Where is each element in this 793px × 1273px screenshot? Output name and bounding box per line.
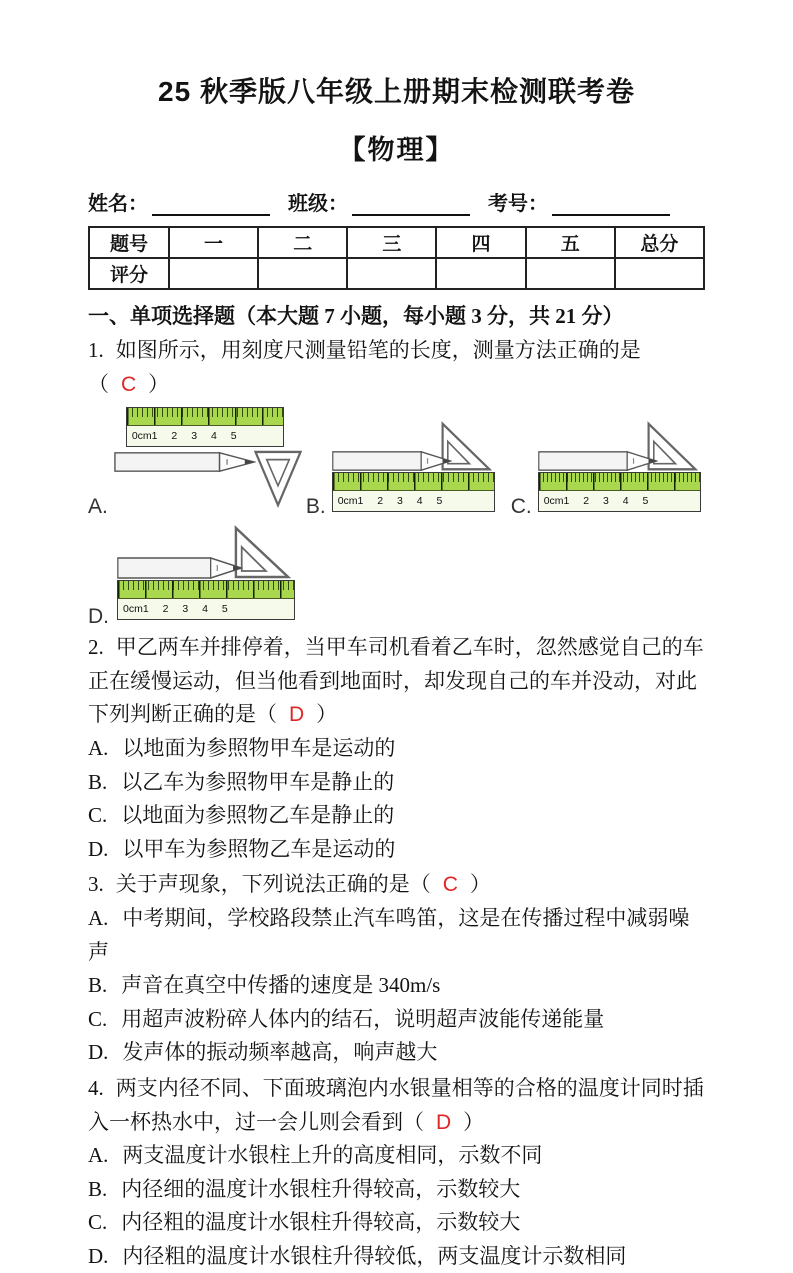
exam-no-field bbox=[488, 187, 670, 216]
paren-close: ） bbox=[148, 371, 170, 396]
figure-label: A. bbox=[88, 495, 108, 519]
figure-item-a bbox=[88, 407, 292, 519]
option-letter: D. bbox=[88, 836, 109, 861]
name-label: 姓名： bbox=[88, 193, 148, 215]
paren-open: （ bbox=[403, 1109, 424, 1134]
ruler-ticks bbox=[539, 473, 700, 491]
exam-no-label: 考号： bbox=[488, 193, 548, 215]
pencil-icon bbox=[332, 450, 452, 472]
option-row bbox=[88, 1240, 705, 1273]
option-letter: C. bbox=[88, 1210, 108, 1235]
pencil-icon bbox=[114, 451, 256, 473]
ruler-ticks bbox=[118, 581, 294, 599]
figure-row-2 bbox=[88, 525, 705, 629]
figure-label: C. bbox=[510, 495, 532, 519]
option-row bbox=[88, 969, 705, 1003]
score-cell[interactable] bbox=[169, 258, 258, 289]
option-letter: B. bbox=[88, 973, 108, 998]
answer-letter: C bbox=[442, 873, 458, 897]
option-row bbox=[88, 799, 705, 833]
paren-open: （ bbox=[88, 371, 109, 396]
pencil-icon bbox=[117, 556, 243, 580]
name-field bbox=[88, 187, 270, 216]
figure-row-1 bbox=[88, 407, 705, 519]
option-text: 内径细的温度计水银柱升得较高，示数较大 bbox=[121, 1176, 521, 1201]
option-text: 以甲车为参照物乙车是运动的 bbox=[122, 836, 396, 861]
answer-letter: D bbox=[289, 703, 305, 727]
option-row bbox=[88, 1036, 705, 1070]
figure-c bbox=[538, 421, 703, 519]
option-text: 内径粗的温度计水银柱升得较低，两支温度计示数相同 bbox=[122, 1243, 627, 1268]
question-stem bbox=[88, 334, 705, 368]
figure-item-d bbox=[88, 525, 297, 629]
question-stem bbox=[88, 1072, 705, 1139]
score-header-cell: 题号 bbox=[89, 227, 169, 258]
score-table-header-row bbox=[89, 227, 704, 258]
paren-close: ） bbox=[463, 1109, 485, 1134]
option-row bbox=[88, 833, 705, 867]
score-table bbox=[88, 226, 705, 290]
option-row bbox=[88, 732, 705, 766]
option-letter: A. bbox=[88, 735, 109, 760]
option-row bbox=[88, 766, 705, 800]
option-row bbox=[88, 1173, 705, 1207]
question-stem bbox=[88, 868, 705, 902]
question-2 bbox=[88, 631, 705, 866]
score-cell[interactable] bbox=[258, 258, 347, 289]
question-stem bbox=[88, 631, 705, 732]
option-row bbox=[88, 1206, 705, 1240]
question-text: 两支内径不同、下面玻璃泡内水银量相等的合格的温度计同时插入一杯热水中，过一会儿则会看到 bbox=[88, 1075, 704, 1134]
option-letter: B. bbox=[88, 1176, 108, 1201]
ruler-ticks bbox=[127, 408, 283, 426]
option-letter: B. bbox=[88, 769, 108, 794]
figure-item-c bbox=[511, 421, 703, 519]
question-text: 甲乙两车并排停着，当甲车司机看着乙车时，忽然感觉自己的车正在缓慢运动，但当他看到地面时，却发现自己的车并没动，对此下列判断正确的是 bbox=[88, 635, 704, 727]
paren-open: （ bbox=[256, 702, 277, 727]
score-table-value-row bbox=[89, 258, 704, 289]
question-text: 如图所示，用刻度尺测量铅笔的长度，测量方法正确的是 bbox=[115, 338, 641, 362]
score-cell[interactable] bbox=[526, 258, 615, 289]
paren-open: （ bbox=[409, 872, 431, 897]
paren-close: ） bbox=[316, 702, 338, 727]
figure-label: D. bbox=[88, 605, 109, 629]
option-text: 以乙车为参照物甲车是静止的 bbox=[121, 769, 395, 794]
ruler-graphic bbox=[117, 580, 295, 620]
ruler-scale-label: 0cm1 2 3 4 5 bbox=[123, 603, 228, 616]
ruler-graphic bbox=[538, 472, 701, 512]
option-text: 内径粗的温度计水银柱升得较高，示数较大 bbox=[121, 1210, 521, 1235]
class-blank[interactable] bbox=[352, 194, 470, 216]
question-number: 1. bbox=[88, 338, 104, 362]
option-text: 发声体的振动频率越高，响声越大 bbox=[122, 1040, 438, 1065]
student-info-row bbox=[88, 187, 705, 216]
answer-letter: C bbox=[121, 372, 137, 396]
figure-b bbox=[332, 421, 497, 519]
option-text: 两支温度计水银柱上升的高度相同，示数不同 bbox=[122, 1143, 543, 1168]
option-letter: A. bbox=[88, 905, 109, 930]
option-text: 以地面为参照物乙车是静止的 bbox=[121, 803, 395, 828]
option-letter: C. bbox=[88, 803, 108, 828]
ruler-scale-label: 0cm1 2 3 4 5 bbox=[131, 430, 237, 443]
option-letter: D. bbox=[88, 1040, 109, 1065]
page-subject: 【物理】 bbox=[338, 135, 455, 165]
figure-d bbox=[115, 525, 297, 629]
ruler-graphic bbox=[332, 472, 495, 512]
figure-label: B. bbox=[305, 495, 326, 519]
ruler-scale-label: 0cm1 2 3 4 5 bbox=[543, 495, 649, 508]
score-header-cell: 五 bbox=[526, 227, 615, 258]
score-cell[interactable] bbox=[347, 258, 436, 289]
question-number: 3. bbox=[88, 872, 104, 897]
option-text: 用超声波粉碎人体内的结石，说明超声波能传递能量 bbox=[121, 1006, 605, 1031]
option-row bbox=[88, 902, 705, 969]
set-square-icon bbox=[252, 449, 304, 509]
answer-letter: D bbox=[436, 1110, 452, 1134]
page-title: 25 秋季版八年级上册期末检测联考卷 bbox=[158, 76, 635, 107]
answer-line bbox=[88, 368, 705, 402]
option-text: 以地面为参照物甲车是运动的 bbox=[122, 735, 396, 760]
class-label: 班级： bbox=[288, 193, 348, 215]
option-text: 声音在真空中传播的速度是 340m/s bbox=[121, 973, 441, 998]
class-field bbox=[288, 187, 470, 216]
paren-close: ） bbox=[469, 872, 491, 897]
option-text: 中考期间，学校路段禁止汽车鸣笛，这是在传播过程中减弱噪声 bbox=[88, 905, 690, 964]
option-letter: C. bbox=[88, 1006, 108, 1031]
question-text: 关于声现象，下列说法正确的是 bbox=[115, 872, 410, 897]
section-heading: 一、单项选择题（本大题 7 小题，每小题 3 分，共 21 分） bbox=[88, 304, 624, 328]
score-row-label: 评分 bbox=[89, 258, 169, 289]
figure-item-b bbox=[306, 421, 497, 519]
ruler-ticks bbox=[333, 473, 494, 491]
question-number: 2. bbox=[88, 635, 104, 660]
pencil-icon bbox=[538, 450, 658, 472]
question-number: 4. bbox=[88, 1075, 104, 1100]
name-blank[interactable] bbox=[152, 194, 270, 216]
score-cell[interactable] bbox=[615, 258, 704, 289]
ruler-graphic bbox=[126, 407, 284, 447]
score-header-cell: 总分 bbox=[615, 227, 704, 258]
score-header-cell: 二 bbox=[258, 227, 347, 258]
question-4 bbox=[88, 1072, 705, 1273]
score-cell[interactable] bbox=[436, 258, 525, 289]
option-row bbox=[88, 1003, 705, 1037]
option-letter: D. bbox=[88, 1243, 109, 1268]
score-header-cell: 四 bbox=[436, 227, 525, 258]
exam-no-blank[interactable] bbox=[552, 194, 670, 216]
score-header-cell: 三 bbox=[347, 227, 436, 258]
figure-a bbox=[114, 407, 292, 519]
question-3 bbox=[88, 868, 705, 1070]
question-1 bbox=[88, 334, 705, 629]
option-row bbox=[88, 1139, 705, 1173]
ruler-scale-label: 0cm1 2 3 4 5 bbox=[337, 495, 443, 508]
option-letter: A. bbox=[88, 1143, 109, 1168]
score-header-cell: 一 bbox=[169, 227, 258, 258]
